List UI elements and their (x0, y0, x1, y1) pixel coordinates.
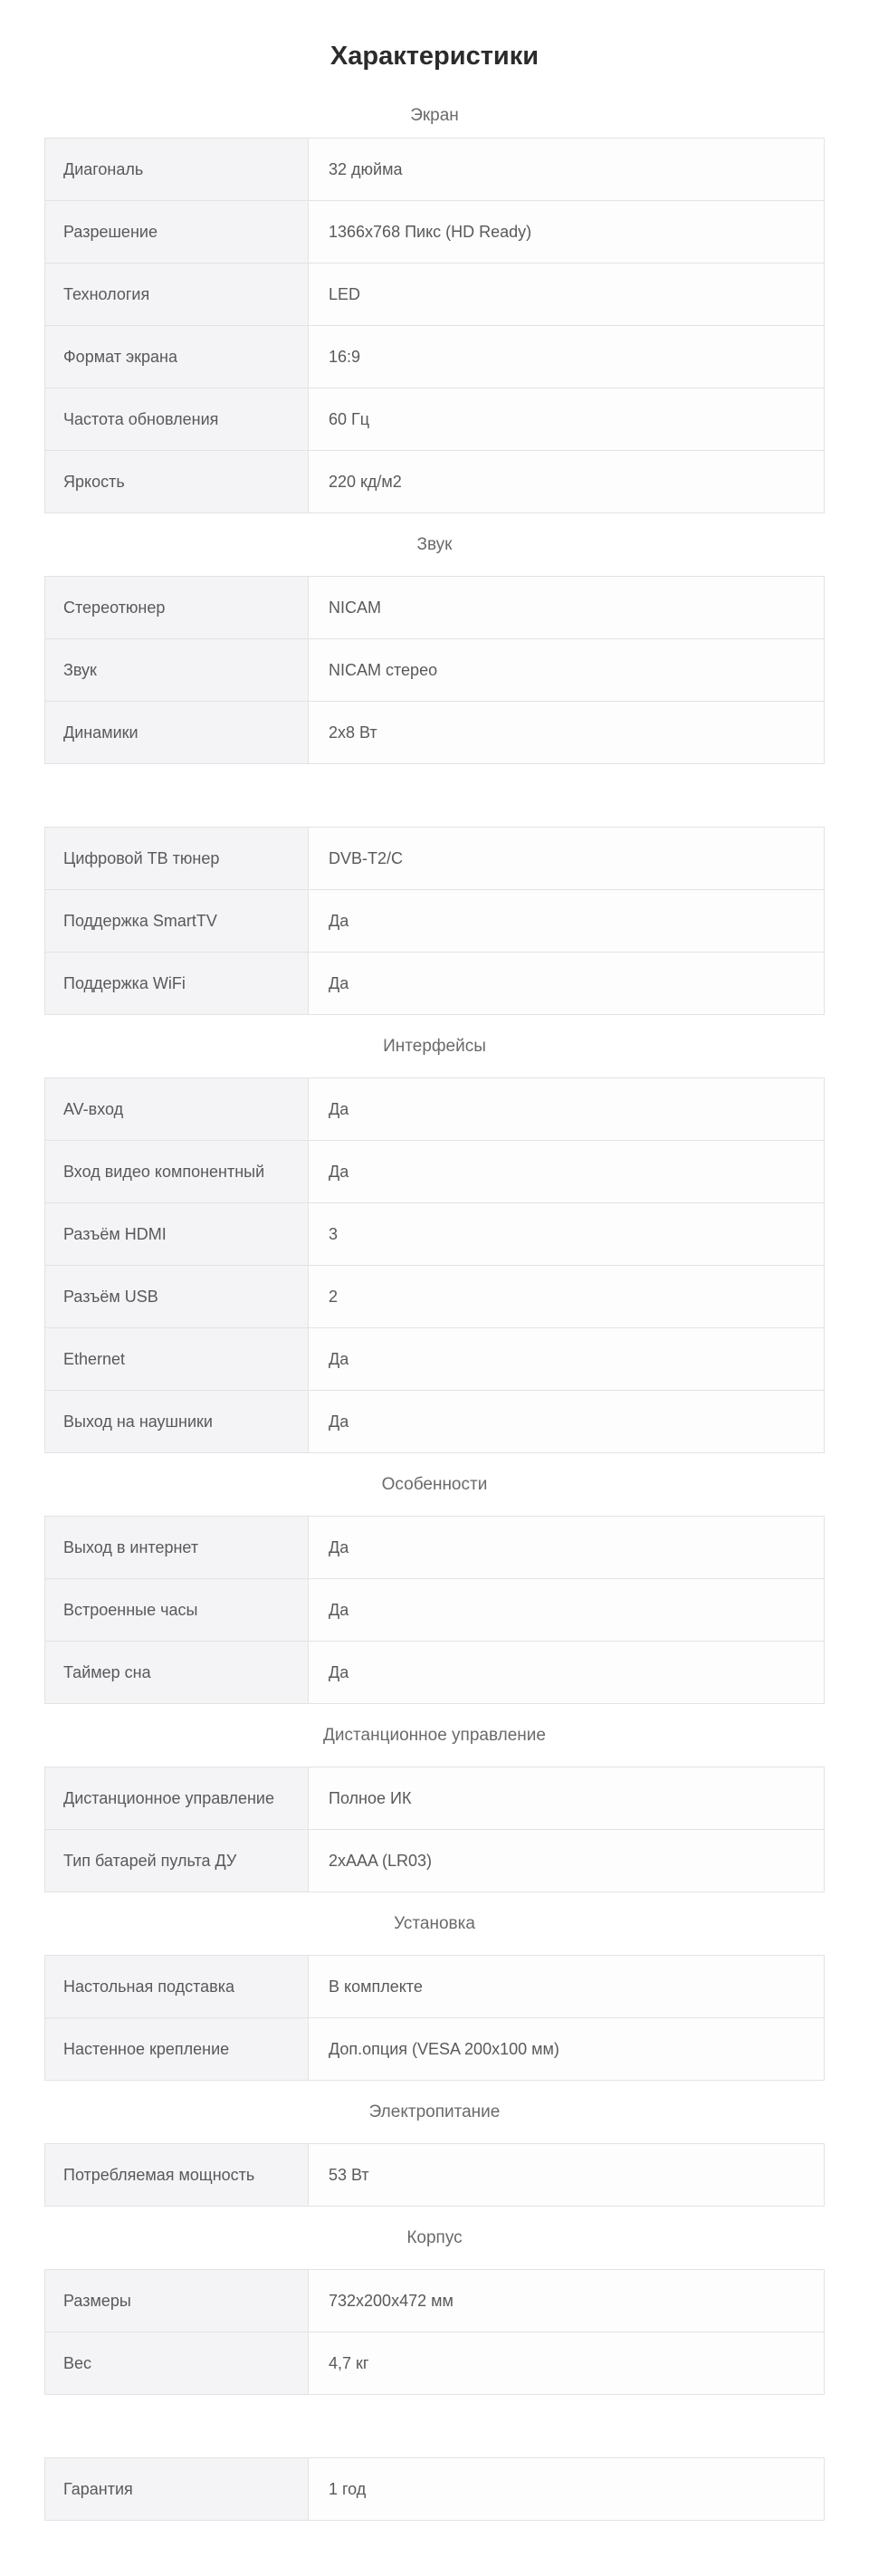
spec-label: Настольная подставка (45, 1956, 309, 2017)
spec-label: Цифровой ТВ тюнер (45, 828, 309, 889)
spec-label: Диагональ (45, 139, 309, 200)
spec-value: В комплекте (309, 1956, 824, 2017)
spec-label: Таймер сна (45, 1642, 309, 1703)
spec-value: Да (309, 890, 824, 952)
spec-value: Да (309, 1391, 824, 1452)
spec-label: Разъём USB (45, 1266, 309, 1327)
spec-value: Полное ИК (309, 1767, 824, 1829)
spec-value: Да (309, 1328, 824, 1390)
spec-label: Потребляемая мощность (45, 2144, 309, 2206)
section-heading: Интерфейсы (383, 1037, 486, 1056)
spec-value: Да (309, 1141, 824, 1202)
spec-row (45, 577, 824, 639)
spec-value: 220 кд/м2 (309, 451, 824, 512)
spec-label: Гарантия (45, 2458, 309, 2520)
spec-value: 32 дюйма (309, 139, 824, 200)
spec-row (45, 2018, 824, 2081)
spec-row (45, 326, 824, 388)
spec-label: Выход на наушники (45, 1391, 309, 1452)
spec-row (45, 639, 824, 702)
spec-row (45, 1642, 824, 1704)
spec-label: Динамики (45, 702, 309, 763)
spec-row (45, 1956, 824, 2018)
spec-value: 53 Вт (309, 2144, 824, 2206)
spec-value: 4,7 кг (309, 2332, 824, 2394)
section-heading: Электропитание (368, 2102, 501, 2121)
spec-value: 3 (309, 1203, 824, 1265)
section-heading: Дистанционное управление (323, 1726, 546, 1745)
spec-label: Тип батарей пульта ДУ (45, 1830, 309, 1891)
spec-value: NICAM (309, 577, 824, 638)
spec-value: Да (309, 1579, 824, 1641)
spec-value: Да (309, 1642, 824, 1703)
spec-table (44, 138, 825, 513)
spec-label: Вход видео компонентный (45, 1141, 309, 1202)
spec-label: Поддержка SmartTV (45, 890, 309, 952)
page-title: Характеристики (329, 42, 540, 71)
spec-label: Разрешение (45, 201, 309, 263)
section-heading: Особенности (381, 1475, 488, 1494)
spec-label: Формат экрана (45, 326, 309, 388)
section-heading (0, 2395, 869, 2457)
spec-table (44, 827, 825, 1015)
spec-label: Поддержка WiFi (45, 953, 309, 1014)
spec-label: Настенное крепление (45, 2018, 309, 2080)
spec-label: Встроенные часы (45, 1579, 309, 1641)
section-heading (0, 764, 869, 827)
spec-sections (0, 98, 869, 2521)
spec-row (45, 388, 824, 451)
spec-row (45, 890, 824, 953)
spec-value: 16:9 (309, 326, 824, 388)
spec-table (44, 2457, 825, 2521)
section-heading: Установка (394, 1914, 475, 1933)
spec-row (45, 1391, 824, 1453)
spec-row (45, 953, 824, 1015)
spec-row (45, 2144, 824, 2207)
spec-label: Выход в интернет (45, 1517, 309, 1578)
spec-value: Да (309, 1517, 824, 1578)
spec-label: Стереотюнер (45, 577, 309, 638)
spec-value: 2x8 Вт (309, 702, 824, 763)
spec-label: AV-вход (45, 1078, 309, 1140)
spec-label: Частота обновления (45, 388, 309, 450)
spec-value: Да (309, 953, 824, 1014)
spec-label: Звук (45, 639, 309, 701)
spec-row (45, 263, 824, 326)
spec-row (45, 1266, 824, 1328)
spec-table (44, 1955, 825, 2081)
spec-table (44, 1516, 825, 1704)
section-heading: Корпус (406, 2228, 463, 2247)
spec-row (45, 1203, 824, 1266)
section-heading: Звук (416, 535, 453, 554)
spec-table (44, 2143, 825, 2207)
spec-value: 732x200x472 мм (309, 2270, 824, 2332)
spec-row (45, 1767, 824, 1830)
spec-row (45, 2458, 824, 2521)
spec-value: Да (309, 1078, 824, 1140)
spec-label: Разъём HDMI (45, 1203, 309, 1265)
spec-value: LED (309, 263, 824, 325)
spec-value: DVB-T2/C (309, 828, 824, 889)
spec-table (44, 1767, 825, 1892)
spec-row (45, 2270, 824, 2332)
section-heading: Экран (410, 106, 459, 125)
spec-label: Технология (45, 263, 309, 325)
spec-row (45, 1517, 824, 1579)
spec-row (45, 1579, 824, 1642)
spec-row (45, 702, 824, 764)
spec-label: Дистанционное управление (45, 1767, 309, 1829)
spec-row (45, 1141, 824, 1203)
spec-value: 1366x768 Пикс (HD Ready) (309, 201, 824, 263)
spec-value: 2xAAA (LR03) (309, 1830, 824, 1891)
spec-row (45, 1830, 824, 1892)
spec-row (45, 451, 824, 513)
spec-row (45, 2332, 824, 2395)
spec-value: 60 Гц (309, 388, 824, 450)
spec-label: Вес (45, 2332, 309, 2394)
spec-value: NICAM стерео (309, 639, 824, 701)
spec-value: 2 (309, 1266, 824, 1327)
spec-table (44, 2269, 825, 2395)
spec-label: Размеры (45, 2270, 309, 2332)
spec-row (45, 1328, 824, 1391)
spec-label: Яркость (45, 451, 309, 512)
spec-row (45, 201, 824, 263)
spec-row (45, 1078, 824, 1141)
spec-table (44, 1077, 825, 1453)
spec-row (45, 139, 824, 201)
spec-value: Доп.опция (VESA 200x100 мм) (309, 2018, 824, 2080)
spec-label: Ethernet (45, 1328, 309, 1390)
spec-table (44, 576, 825, 764)
spec-row (45, 828, 824, 890)
spec-value: 1 год (309, 2458, 824, 2520)
